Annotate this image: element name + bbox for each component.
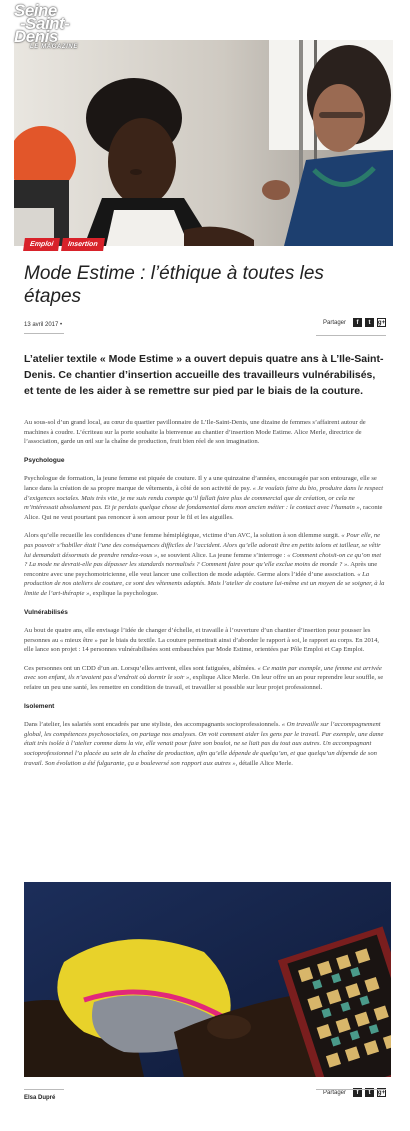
article-meta xyxy=(24,319,386,336)
paragraph: Au sous-sol d’un grand local, au cœur du quartier pavillonnaire de L’Ile-Saint-Denis, une dizaine de femmes s’affairent autour de machines à coudre. L’écriteau sur la porte souhaite la bienvenue au chantier d’insertion Mode Estime. Alice Merle, directrice de l’association, garde un œil sur la chaîne de production, fruit bien réel de son imagination. xyxy=(24,419,366,446)
article-photo-hands xyxy=(24,882,391,1077)
logo-line3: Denis xyxy=(14,27,58,46)
tag-insertion[interactable]: Insertion xyxy=(61,238,104,251)
quote: « La production de nos ateliers de couture, ce sont des vêtements adaptés. Mais l’atelier de couture lui-même est un moyen de se soigner, à la limite de l’art-thérapie » xyxy=(24,570,385,597)
share-label: Partager xyxy=(322,319,346,326)
logo-line2: -Saint- xyxy=(20,14,70,33)
paragraph xyxy=(24,531,386,598)
text-span: Psychologue de formation, la jeune femme est piquée de couture. Il y a une quinzaine d’années, encouragée par son entourage, elle se lance dans la création de sa propre marque de vêtements, à côté de son activité de psy. xyxy=(24,475,377,492)
article-title: Mode Estime : l’éthique à toutes les étapes xyxy=(24,263,324,307)
section-heading: Isolement xyxy=(24,702,55,710)
share-divider xyxy=(316,1089,386,1090)
paragraph xyxy=(24,720,386,768)
logo-line1: Seine xyxy=(14,1,57,20)
text-span: , se souvient Alice. La jeune femme s’interroge : xyxy=(157,551,288,559)
text-span: Ces personnes ont un CDD d’un an. Lorsqu’elles arrivent, elles sont fatiguées, abîmées. xyxy=(24,664,258,672)
facebook-icon[interactable]: f xyxy=(353,318,362,327)
googleplus-icon[interactable]: g+ xyxy=(377,319,386,326)
category-tags xyxy=(24,238,104,251)
quote: « Ce matin par exemple, une femme est arrivée avec son enfant, ils n’avaient pas d’endroit où dormir le soir » xyxy=(24,664,382,682)
article-footer xyxy=(24,1089,386,1106)
quote: « On travaille sur l’accompagnement global, les compétences psychosociales, on partage nos analyses. On voit comment aider les gens par le travail. Par exemple, une dame était très isolée à l’atelier comme dans la vie, elle venait pour faire son boulot, ne se liait pas du tout aux autres. Un accompagnant socioprofessionnel l’a placée au sein de la chaîne de production, afin qu’elle dépende de quelqu’un, et que quelqu’un dépende de son travail. Son évolution a été fulgurante, ça a bouleversé son rapport aux autres » xyxy=(24,721,384,767)
article-lead: L’atelier textile « Mode Estime » a ouvert depuis quatre ans à L’Ile-Saint-Denis. Ce chantier d’insertion accueille des travailleurs vulnérabilisés, et tente de les aider à se remettre sur pied par le biais de la couture. xyxy=(24,353,384,397)
share-bar xyxy=(323,318,386,327)
twitter-icon[interactable]: t xyxy=(365,318,374,327)
paragraph xyxy=(24,474,386,522)
section-heading: Vulnérabilisés xyxy=(24,608,68,616)
googleplus-icon[interactable]: g+ xyxy=(377,1089,386,1096)
site-logo[interactable] xyxy=(14,1,84,51)
share-divider xyxy=(316,335,386,336)
text-span: Alors qu’elle recueille les confidences d’une femme hémiplégique, victime d’un AVC, la solution à son dilemme surgit. xyxy=(24,532,342,540)
paragraph: Au bout de quatre ans, elle envisage l’idée de changer d’échelle, et travaille à l’ouverture d’un chantier d’insertion pour pousser les personnes au « mieux être » par le biais du textile. La couture permettrait ainsi d’aborder le rapport à soi, le rapport au corps. En 2014, elle lance son projet : 14 personnes vulnérabilisées sont embauchées par Mode Estime, orientées par Pôle Emploi et Cap Emploi. xyxy=(24,627,380,654)
logo-subtitle: LE MAGAZINE xyxy=(30,44,78,50)
text-span: , explique Alice Merle. On leur offre un an pour reprendre leur souffle, se refaire un peu une santé, les remettre en condition de travail, et travailler si possible sur leur projet professionnel. xyxy=(24,674,384,692)
date-divider xyxy=(24,333,64,334)
publish-date: 13 avril 2017 • xyxy=(24,322,63,328)
twitter-icon[interactable]: t xyxy=(365,1088,374,1097)
quote: « Comment choisit-on ce qu’on met ? La mode ne devrait-elle pas dépasser les standards normalisés ? Comment faire pour qu’elle exclue moins de monde ? » xyxy=(24,551,382,569)
text-span: . Après une rencontre avec une psychomotricienne, elle veut lancer une collection de mode adaptée. Germe alors l’idée d’une association. xyxy=(24,561,378,578)
text-span: , raconte Alice. Qui ne veut pourtant pas renoncer à son amour pour le fil et les aiguilles. xyxy=(24,504,383,521)
facebook-icon[interactable]: f xyxy=(353,1088,362,1097)
section-heading: Psychologue xyxy=(24,456,65,464)
paragraph xyxy=(24,664,386,693)
author-name: Elsa Dupré xyxy=(24,1095,56,1101)
text-span: , explique la psychologue. xyxy=(89,589,159,597)
quote: « Pour elle, ne pas pouvoir s’habiller était l’une des conséquences difficiles de l’accident. Alors qu’elle adorait être en petits talons et tailleur, se vêtir lui demandait désormais de prendre rendez-vous » xyxy=(24,532,381,559)
author-divider xyxy=(24,1089,64,1090)
quote: « Je voulais faire du bio, produire dans le respect d’exigences sociales. Mais très vite, je me suis rendu compte qu’il fallait faire plus de commercial que de création, or cela ne m’intéressait absolument pas. Et je perdais quelque chose de fondamental dans mon ancien métier : le contact avec l’humain » xyxy=(24,484,384,512)
tag-emploi[interactable]: Emploi xyxy=(23,238,60,251)
article-body xyxy=(24,418,386,777)
hero-photo xyxy=(14,40,393,246)
text-span: , détaille Alice Merle. xyxy=(235,759,293,767)
text-span: Dans l’atelier, les salariés sont encadrés par une styliste, des accompagnants socioprofessionnels. xyxy=(24,721,282,729)
share-label: Partager xyxy=(322,1089,346,1096)
